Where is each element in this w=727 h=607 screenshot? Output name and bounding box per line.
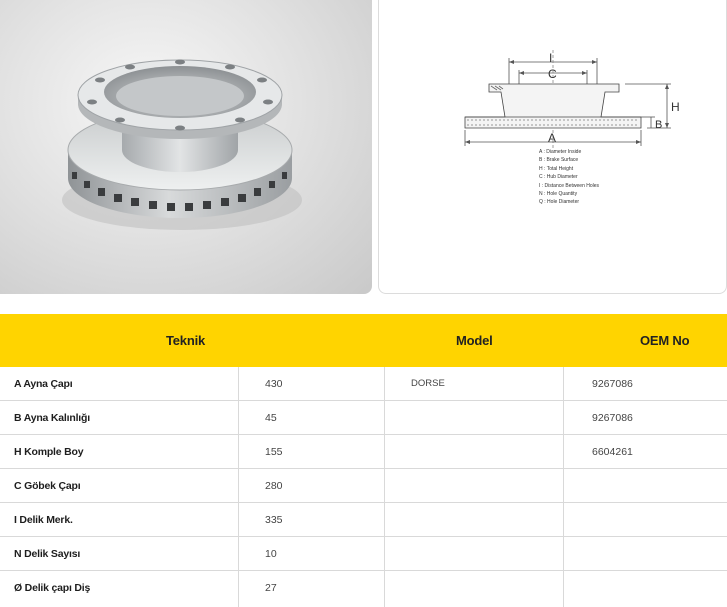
table-row bbox=[0, 537, 727, 571]
legend-item: H : Total Height bbox=[539, 165, 574, 172]
header-model: Model bbox=[456, 333, 493, 348]
legend-item: A : Diameter Inside bbox=[539, 149, 582, 155]
header-teknik: Teknik bbox=[166, 333, 206, 348]
table-row bbox=[0, 435, 727, 469]
spec-value: 155 bbox=[265, 446, 283, 458]
spec-label: N Delik Sayısı bbox=[14, 548, 81, 560]
diagram-legend bbox=[539, 148, 599, 207]
table-row bbox=[0, 469, 727, 503]
spec-value: 280 bbox=[265, 480, 283, 492]
product-photo[interactable] bbox=[0, 0, 372, 294]
spec-value: 335 bbox=[265, 514, 283, 526]
table-row bbox=[0, 367, 727, 401]
spec-value: 27 bbox=[265, 582, 277, 594]
dim-label-b: B bbox=[655, 119, 663, 131]
oem-number[interactable]: 6604261 bbox=[592, 446, 633, 458]
spec-label: Ø Delik çapı Diş bbox=[14, 582, 91, 594]
spec-label: H Komple Boy bbox=[14, 446, 84, 458]
technical-diagram[interactable] bbox=[378, 0, 727, 294]
spec-value: 430 bbox=[265, 378, 283, 390]
oem-number[interactable]: 9267086 bbox=[592, 412, 633, 424]
brake-disc-photo bbox=[0, 0, 372, 294]
brake-disc-drawing bbox=[379, 0, 727, 294]
spec-label: B Ayna Kalınlığı bbox=[14, 412, 90, 424]
dim-label-c: C bbox=[548, 67, 557, 81]
table-header bbox=[0, 314, 727, 367]
spec-value: 10 bbox=[265, 548, 277, 560]
table-row bbox=[0, 571, 727, 605]
legend-item: N : Hole Quantity bbox=[539, 191, 578, 198]
dim-label-i: I bbox=[549, 51, 553, 65]
legend-item: B : Brake Surface bbox=[539, 157, 579, 164]
oem-number[interactable]: 9267086 bbox=[592, 378, 633, 390]
table-row bbox=[0, 401, 727, 435]
legend-item: Q : Hole Diameter bbox=[539, 199, 580, 206]
legend-item: C : Hub Diameter bbox=[539, 174, 578, 181]
model-value: DORSE bbox=[411, 378, 445, 389]
spec-label: I Delik Merk. bbox=[14, 514, 73, 526]
table-row bbox=[0, 503, 727, 537]
header-oem: OEM No bbox=[640, 333, 690, 348]
spec-label: C Göbek Çapı bbox=[14, 480, 81, 492]
spec-value: 45 bbox=[265, 412, 277, 424]
spec-label: A Ayna Çapı bbox=[14, 378, 73, 390]
spec-table bbox=[0, 314, 727, 607]
legend-item: I : Distance Between Holes bbox=[539, 182, 600, 189]
dim-label-a: A bbox=[548, 131, 557, 145]
dim-label-h: H bbox=[671, 100, 680, 114]
